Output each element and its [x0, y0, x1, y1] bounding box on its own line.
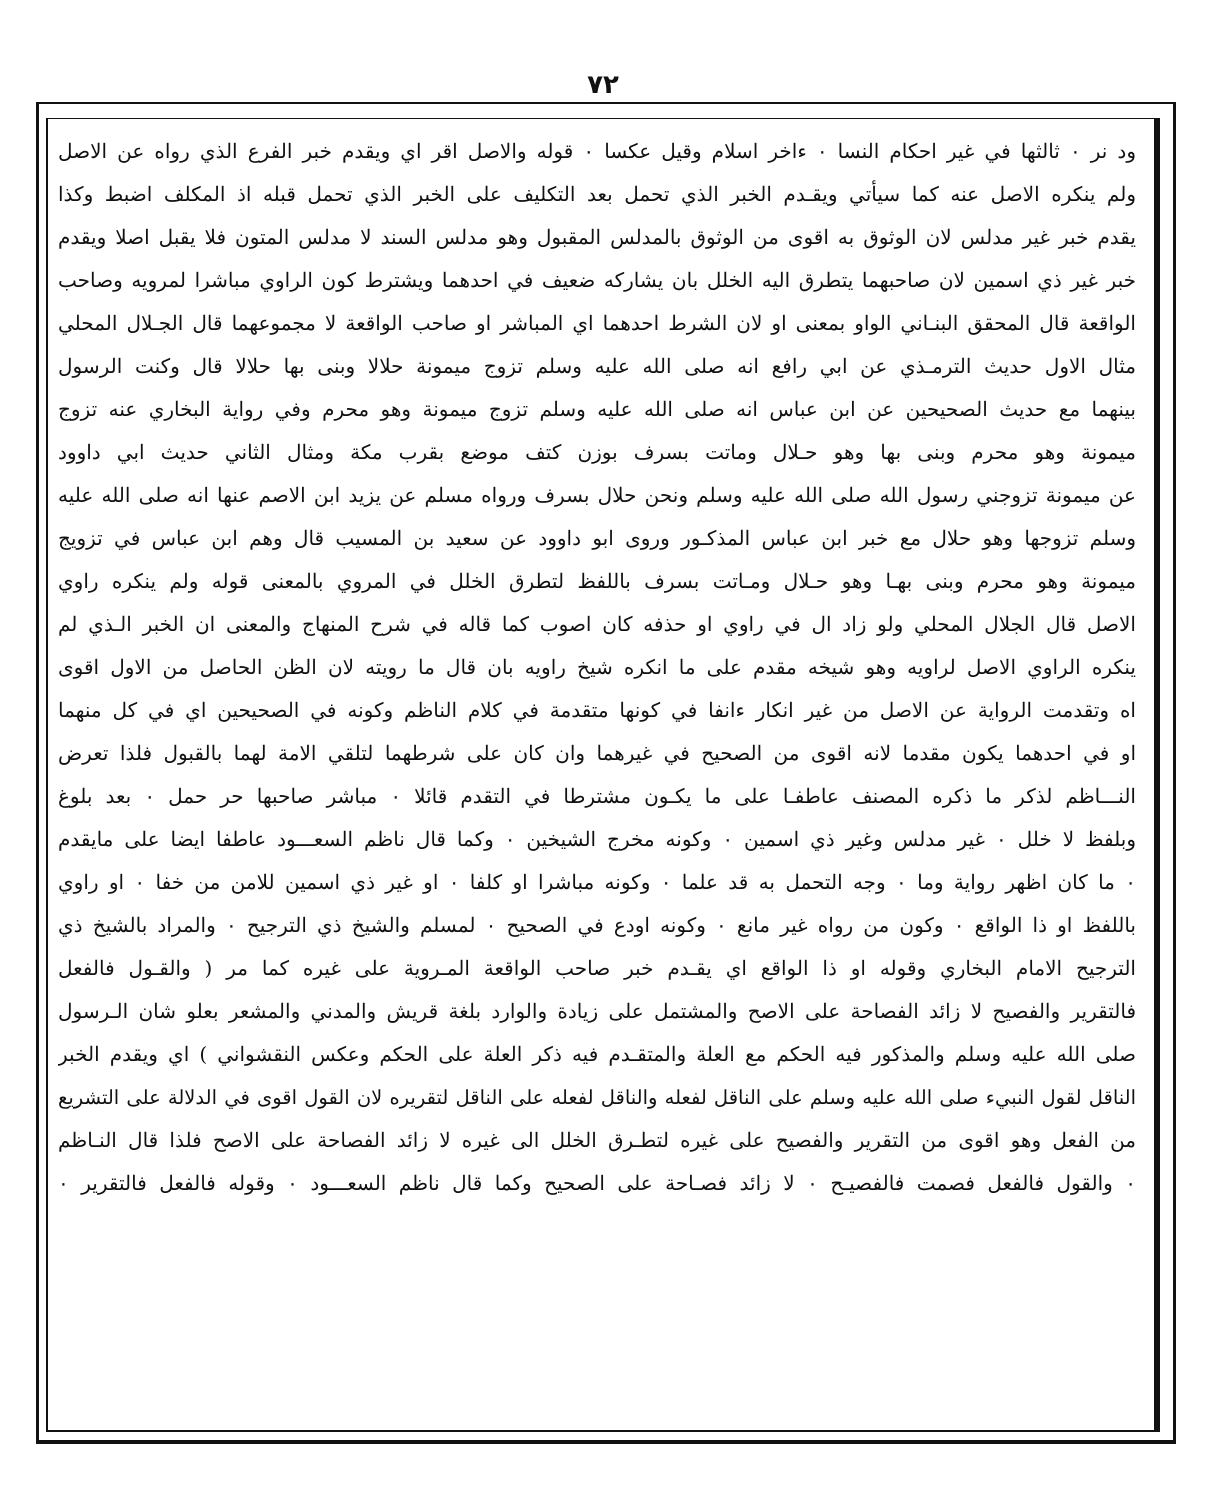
text-line: وسلم تزوجها وهو حلال مع خبر ابن عباس المذكـور وروى ابو داوود عن سعيد بن المسيب قال وهم ابن عباس في تزويج	[58, 526, 1136, 550]
text-line: الناقل لقول النبيء صلى الله عليه وسلم على الناقل لفعله والناقل لفعله على الناقل لتقريره لان القول اقوى في الدلالة على التشريع	[58, 1086, 1136, 1109]
text-line: او في احدهما يكون مقدما لانه اقوى من الصحيح في غيرهما وان كان على شرطهما لتلقي الامة لهما بالقبول فلذا تعرض	[58, 741, 1136, 765]
text-line: عن ميمونة تزوجني رسول الله صلى الله عليه وسلم ونحن حلال بسرف ورواه مسلم عن يزيد ابن الاصم عنها انه صلى الله عليه	[58, 483, 1136, 507]
text-line: باللفظ او ذا الواقع ٠ وكون من رواه غير مانع ٠ وكونه اودع في الصحيح ٠ لمسلم والشيخ ذي الترجيح ٠ والمراد بالشيخ ذي	[58, 913, 1136, 937]
text-line: يقدم خبر غير مدلس لان الوثوق به اقوى من الوثوق بالمدلس المقبول وهو مدلس السند لا مدلس المتون فلا يقبل اصلا ويقدم	[58, 225, 1136, 249]
text-line: خبر غير ذي اسمين لان صاحبهما يتطرق اليه الخلل بان يشاركه ضعيف في احدهما ويشترط كون الراوي مباشرا لمرويه وصاحب	[58, 268, 1136, 292]
page-number: ٧٢	[587, 70, 619, 100]
text-line: ميمونة وهو محرم وبنى بها وهو حـلال وماتت بسرف بوزن كتف موضع بقرب مكة ومثال الثاني حديث ابي داوود	[58, 440, 1136, 464]
text-line: ولم ينكره الاصل عنه كما سيأتي ويقـدم الخبر الذي تحمل بعد التكليف على الخبر الذي تحمل قبله اذ المكلف اضبط وكذا	[58, 182, 1136, 206]
text-line: ود نر ٠ ثالثها في غير احكام النسا ٠ ءاخر اسلام وقيل عكسا ٠ قوله والاصل اقر اي ويقدم خبر الفرع الذي رواه عن الاصل	[58, 139, 1136, 163]
text-line: اه وتقدمت الرواية عن الاصل من غير انكار ءانفا في كونها متقدمة في كلام الناظم وكونه في الصحيحين اي في كل منهما	[58, 698, 1136, 722]
text-line: وبلفظ لا خلل ٠ غير مدلس وغير ذي اسمين ٠ وكونه مخرج الشيخين ٠ وكما قال ناظم السعـــود عاطفا ايضا على مايقدم	[58, 827, 1136, 851]
text-line: النـــاظم لذكر ما ذكره المصنف عاطفـا على ما يكـون مشترطا في التقدم قائلا ٠ مباشر صاحبها حر حمل ٠ بعد بلوغ	[58, 784, 1136, 808]
text-line: ينكره الراوي الاصل لراويه وهو شيخه مقدم على ما انكره شيخ راويه بان قال ما رويته لان الظن الحاصل من الاول اقوى	[58, 655, 1136, 679]
text-line: صلى الله عليه وسلم والمذكور فيه الحكم مع العلة والمتقـدم فيه ذكر العلة على الحكم وعكس النقشواني ) اي ويقدم الخبر	[58, 1042, 1136, 1066]
text-line: بينهما مع حديث الصحيحين عن ابن عباس انه صلى الله عليه وسلم تزوج ميمونة وهو محرم وفي رواية البخاري عنه تزوج	[58, 397, 1136, 421]
text-line: ميمونة وهو محرم وبنى بهـا وهو حـلال ومـاتت بسرف باللفظ لتطرق الخلل في المروي بالمعنى قوله ولم ينكره راوي	[58, 569, 1136, 593]
text-line: الترجيح الامام البخاري وقوله او ذا الواقع اي يقـدم خبر صاحب الواقعة المـروية على غيره كما مر ( والقـول فالفعل	[58, 956, 1136, 980]
text-line: الواقعة قال المحقق البنـاني الواو بمعنى او لان الشرط احدهما اي المباشر او صاحب الواقعة لا مجموعهما قال الجـلال المحلي	[58, 311, 1136, 335]
text-line: مثال الاول حديث الترمـذي عن ابي رافع انه صلى الله عليه وسلم تزوج ميمونة حلالا وبنى بها حلالا قال وكنت الرسول	[58, 354, 1136, 378]
text-line: ٠ ما كان اظهر رواية وما ٠ وجه التحمل به قد علما ٠ وكونه مباشرا او كلفا ٠ او غير ذي اسمين للامن من خفا ٠ او راوي	[58, 870, 1136, 894]
text-line: الاصل قال الجلال المحلي ولو زاد ال في راوي او حذفه كان اصوب كما قاله في شرح المنهاج والمعنى ان الخبر الـذي لم	[58, 612, 1136, 636]
body-text	[58, 130, 1136, 1422]
text-line: من الفعل وهو اقوى من التقرير والفصيح على غيره لتطـرق الخلل الى غيره لا زائد الفصاحة على الاصح فلذا قال النـاظم	[58, 1128, 1136, 1152]
text-line: ٠ والقول فالفعل فصمت فالفصيـح ٠ لا زائد فصـاحة على الصحيح وكما قال ناظم السعـــود ٠ وقوله فالفعل فالتقرير ٠	[58, 1171, 1136, 1195]
text-line: فالتقرير والفصيح لا زائد الفصاحة على الاصح والمشتمل على زيادة والوارد بلغة قريش والمدني والمشعر بعلو شان الـرسول	[58, 999, 1136, 1023]
